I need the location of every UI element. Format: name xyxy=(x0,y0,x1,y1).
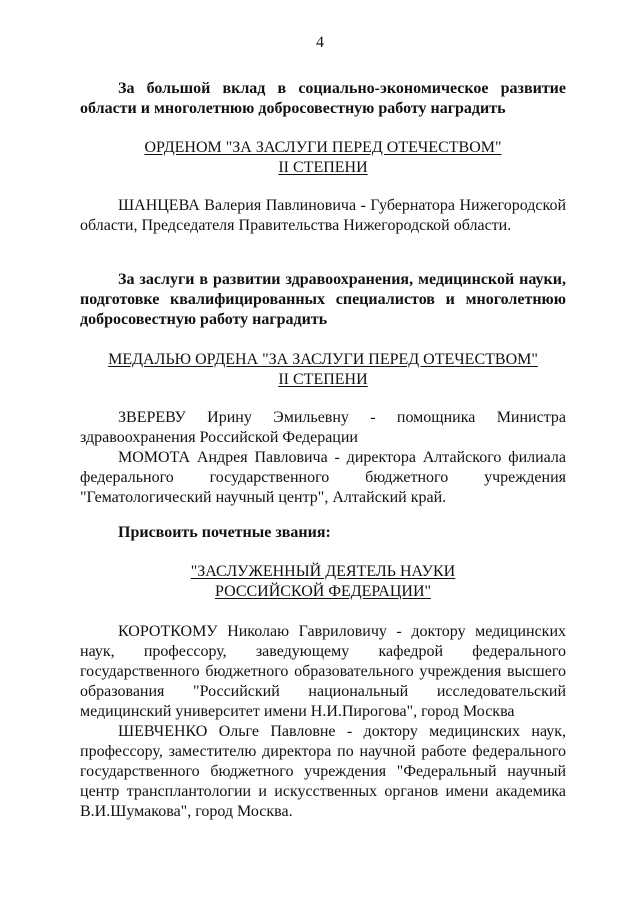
section1-recipient: ШАНЦЕВА Валерия Павлиновича - Губернатора Нижегородской области, Председателя Правительства Нижегородской области. xyxy=(80,197,566,234)
section3-title-line2: РОССИЙСКОЙ ФЕДЕРАЦИИ" xyxy=(214,583,432,600)
section2-award-heading xyxy=(80,350,566,390)
section3-title-line1: "ЗАСЛУЖЕННЫЙ ДЕЯТЕЛЬ НАУКИ xyxy=(190,563,456,580)
section1-award-line1: ОРДЕНОМ "ЗА ЗАСЛУГИ ПЕРЕД ОТЕЧЕСТВОМ" xyxy=(144,139,502,156)
section3-intro: Присвоить почетные звания: xyxy=(118,524,331,541)
section2-recipient-2: МОМОТА Андрея Павловича - директора Алтайского филиала федерального государственного бюджетного учреждения "Гематологический научный центр", Алтайский край. xyxy=(80,449,566,506)
section3-recipient-2: ШЕВЧЕНКО Ольге Павловне - доктору медицинских наук, профессору, заместителю директора по научной работе федерального государственного бюджетного учреждения "Федеральный научный центр трансплантологии и искусственных органов имени академика В.И.Шумакова", город Москва. xyxy=(80,723,566,820)
section3-title-heading xyxy=(80,562,566,602)
section1-award-line2: II СТЕПЕНИ xyxy=(278,159,368,176)
page-number: 4 xyxy=(316,34,324,51)
section2-award-line2: II СТЕПЕНИ xyxy=(278,371,368,388)
section3-recipient-1: КОРОТКОМУ Николаю Гавриловичу - доктору медицинских наук, профессору, заведующему кафедрой федерального государственного бюджетного образовательного учреждения высшего образования "Российский национальный исследовательский медицинский университет имени Н.И.Пирогова", город Москва xyxy=(80,623,566,720)
section2-intro: За заслуги в развитии здравоохранения, медицинской науки, подготовке квалифицированных специалистов и многолетнюю добросовестную работу наградить xyxy=(80,271,566,328)
section1-intro: За большой вклад в социально-экономическое развитие области и многолетнюю добросовестную работу наградить xyxy=(80,80,566,117)
section2-award-line1: МЕДАЛЬЮ ОРДЕНА "ЗА ЗАСЛУГИ ПЕРЕД ОТЕЧЕСТВОМ" xyxy=(108,351,538,368)
section1-award-heading xyxy=(80,138,566,178)
section2-recipient-1: ЗВЕРЕВУ Ирину Эмильевну - помощника Министра здравоохранения Российской Федерации xyxy=(80,409,566,446)
